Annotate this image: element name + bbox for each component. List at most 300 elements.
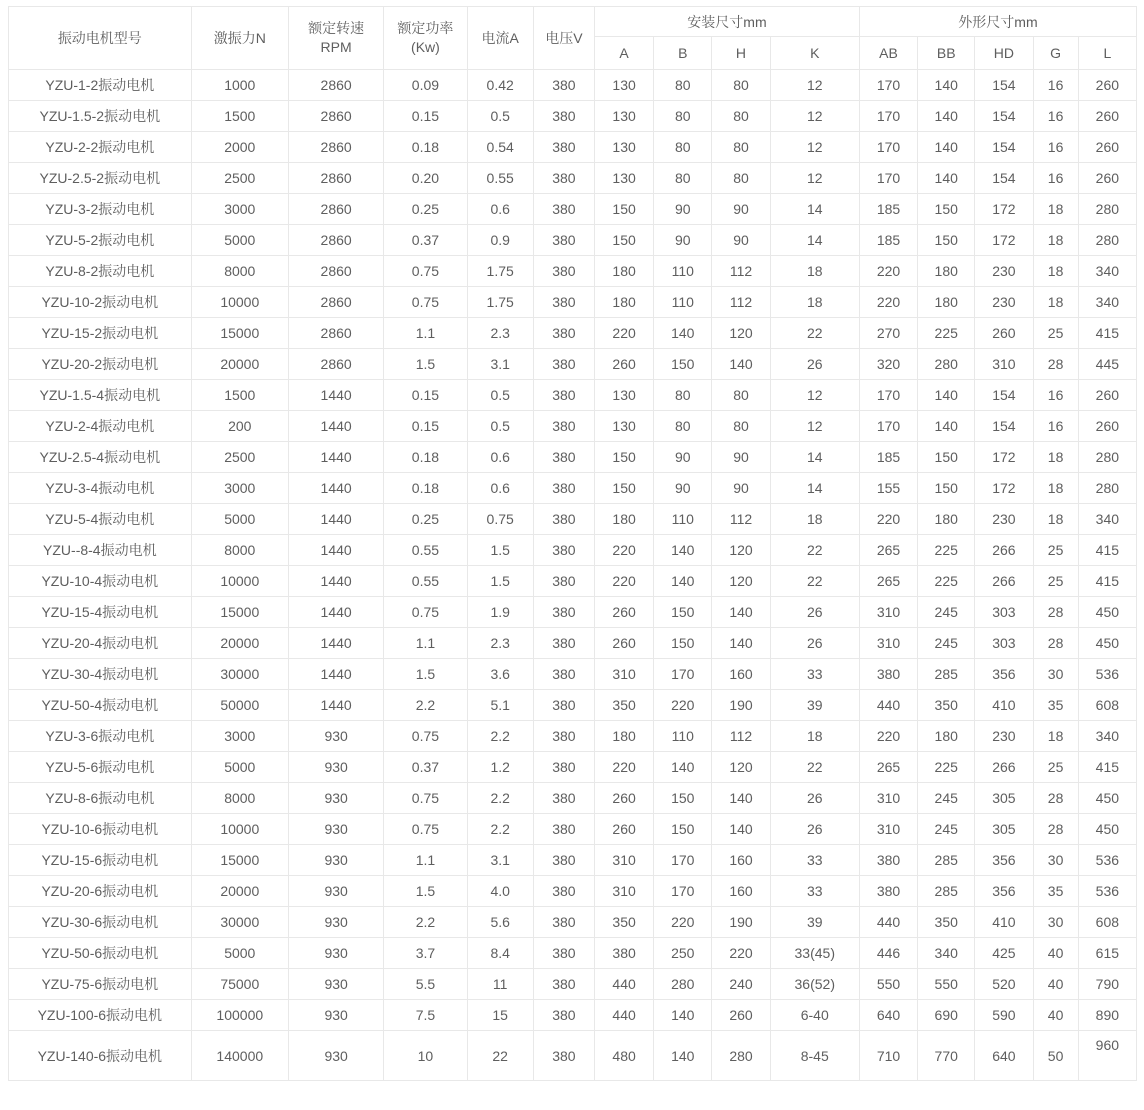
cell-value: 225 bbox=[918, 318, 975, 349]
cell-value: 280 bbox=[654, 969, 712, 1000]
cell-value: 310 bbox=[859, 783, 917, 814]
cell-value: 120 bbox=[712, 752, 770, 783]
cell-value: 170 bbox=[654, 845, 712, 876]
cell-value: 356 bbox=[975, 876, 1033, 907]
cell-value: 140 bbox=[918, 411, 975, 442]
cell-value: 150 bbox=[918, 442, 975, 473]
cell-value: 266 bbox=[975, 566, 1033, 597]
cell-value: 8000 bbox=[191, 535, 288, 566]
cell-value: 26 bbox=[770, 783, 859, 814]
cell-value: 12 bbox=[770, 163, 859, 194]
cell-value: 380 bbox=[533, 969, 594, 1000]
cell-value: 266 bbox=[975, 752, 1033, 783]
cell-value: 450 bbox=[1078, 597, 1136, 628]
cell-value: 380 bbox=[533, 504, 594, 535]
cell-value: 640 bbox=[975, 1031, 1033, 1081]
cell-value: 10 bbox=[384, 1031, 467, 1081]
table-row bbox=[9, 1000, 1137, 1031]
cell-value: 930 bbox=[288, 783, 383, 814]
cell-model: YZU-2.5-4振动电机 bbox=[9, 442, 192, 473]
cell-value: 380 bbox=[533, 70, 594, 101]
cell-value: 350 bbox=[594, 907, 653, 938]
cell-value: 0.25 bbox=[384, 194, 467, 225]
cell-value: 170 bbox=[859, 380, 917, 411]
cell-value: 280 bbox=[1078, 194, 1136, 225]
cell-model: YZU-20-6振动电机 bbox=[9, 876, 192, 907]
cell-value: 180 bbox=[918, 287, 975, 318]
cell-value: 2500 bbox=[191, 442, 288, 473]
cell-value: 230 bbox=[975, 287, 1033, 318]
cell-value: 415 bbox=[1078, 535, 1136, 566]
cell-value: 1440 bbox=[288, 504, 383, 535]
table-row bbox=[9, 1031, 1137, 1081]
cell-value: 180 bbox=[594, 504, 653, 535]
cell-value: 28 bbox=[1033, 814, 1078, 845]
cell-value: 930 bbox=[288, 1031, 383, 1081]
cell-value: 640 bbox=[859, 1000, 917, 1031]
cell-value: 1.1 bbox=[384, 318, 467, 349]
cell-value: 16 bbox=[1033, 380, 1078, 411]
cell-value: 380 bbox=[533, 442, 594, 473]
cell-value: 615 bbox=[1078, 938, 1136, 969]
cell-value: 930 bbox=[288, 938, 383, 969]
cell-value: 180 bbox=[918, 721, 975, 752]
cell-value: 0.5 bbox=[467, 101, 533, 132]
cell-value: 445 bbox=[1078, 349, 1136, 380]
cell-value: 140000 bbox=[191, 1031, 288, 1081]
table-row bbox=[9, 721, 1137, 752]
cell-value: 14 bbox=[770, 442, 859, 473]
cell-value: 120 bbox=[712, 566, 770, 597]
cell-model: YZU-10-4振动电机 bbox=[9, 566, 192, 597]
cell-value: 15000 bbox=[191, 597, 288, 628]
cell-value: 5000 bbox=[191, 225, 288, 256]
cell-value: 265 bbox=[859, 752, 917, 783]
cell-value: 172 bbox=[975, 194, 1033, 225]
cell-value: 280 bbox=[918, 349, 975, 380]
cell-value: 1.5 bbox=[467, 566, 533, 597]
cell-value: 220 bbox=[859, 256, 917, 287]
cell-value: 3.6 bbox=[467, 659, 533, 690]
cell-value: 240 bbox=[712, 969, 770, 1000]
cell-value: 285 bbox=[918, 876, 975, 907]
cell-value: 28 bbox=[1033, 349, 1078, 380]
cell-value: 140 bbox=[712, 628, 770, 659]
cell-value: 11 bbox=[467, 969, 533, 1000]
cell-value: 110 bbox=[654, 721, 712, 752]
cell-value: 0.5 bbox=[467, 411, 533, 442]
cell-value: 305 bbox=[975, 814, 1033, 845]
cell-value: 260 bbox=[594, 628, 653, 659]
cell-value: 536 bbox=[1078, 876, 1136, 907]
cell-model: YZU-10-6振动电机 bbox=[9, 814, 192, 845]
cell-value: 260 bbox=[594, 597, 653, 628]
cell-value: 220 bbox=[654, 690, 712, 721]
table-row bbox=[9, 845, 1137, 876]
cell-value: 14 bbox=[770, 473, 859, 504]
cell-model: YZU-15-2振动电机 bbox=[9, 318, 192, 349]
cell-value: 0.9 bbox=[467, 225, 533, 256]
cell-value: 2860 bbox=[288, 132, 383, 163]
table-row bbox=[9, 566, 1137, 597]
cell-model: YZU-1.5-2振动电机 bbox=[9, 101, 192, 132]
cell-value: 380 bbox=[533, 659, 594, 690]
cell-value: 380 bbox=[533, 256, 594, 287]
cell-value: 0.18 bbox=[384, 473, 467, 504]
cell-value: 10000 bbox=[191, 287, 288, 318]
cell-value: 220 bbox=[594, 535, 653, 566]
cell-model: YZU-3-6振动电机 bbox=[9, 721, 192, 752]
cell-value: 33 bbox=[770, 659, 859, 690]
cell-value: 1440 bbox=[288, 690, 383, 721]
cell-value: 25 bbox=[1033, 566, 1078, 597]
table-row bbox=[9, 535, 1137, 566]
cell-value: 266 bbox=[975, 535, 1033, 566]
cell-value: 28 bbox=[1033, 597, 1078, 628]
cell-value: 225 bbox=[918, 535, 975, 566]
cell-value: 410 bbox=[975, 907, 1033, 938]
header-model: 振动电机型号 bbox=[9, 7, 192, 70]
cell-value: 40 bbox=[1033, 969, 1078, 1000]
cell-value: 50000 bbox=[191, 690, 288, 721]
cell-value: 260 bbox=[594, 814, 653, 845]
cell-value: 930 bbox=[288, 1000, 383, 1031]
cell-value: 170 bbox=[859, 163, 917, 194]
cell-value: 303 bbox=[975, 628, 1033, 659]
cell-value: 150 bbox=[594, 225, 653, 256]
cell-value: 2.2 bbox=[467, 721, 533, 752]
cell-model: YZU-75-6振动电机 bbox=[9, 969, 192, 1000]
cell-value: 185 bbox=[859, 442, 917, 473]
cell-value: 2.2 bbox=[384, 907, 467, 938]
cell-value: 180 bbox=[918, 256, 975, 287]
cell-value: 1500 bbox=[191, 380, 288, 411]
cell-value: 450 bbox=[1078, 628, 1136, 659]
cell-value: 140 bbox=[712, 597, 770, 628]
cell-model: YZU--8-4振动电机 bbox=[9, 535, 192, 566]
cell-value: 380 bbox=[533, 1000, 594, 1031]
cell-value: 120 bbox=[712, 318, 770, 349]
cell-value: 440 bbox=[859, 907, 917, 938]
cell-value: 112 bbox=[712, 721, 770, 752]
cell-value: 20000 bbox=[191, 876, 288, 907]
cell-value: 6-40 bbox=[770, 1000, 859, 1031]
cell-value: 28 bbox=[1033, 783, 1078, 814]
cell-value: 130 bbox=[594, 380, 653, 411]
cell-value: 310 bbox=[975, 349, 1033, 380]
cell-value: 90 bbox=[654, 473, 712, 504]
cell-value: 170 bbox=[654, 876, 712, 907]
cell-value: 1440 bbox=[288, 473, 383, 504]
cell-value: 1000 bbox=[191, 70, 288, 101]
cell-value: 172 bbox=[975, 473, 1033, 504]
cell-value: 22 bbox=[770, 566, 859, 597]
cell-model: YZU-100-6振动电机 bbox=[9, 1000, 192, 1031]
header-rpm bbox=[288, 7, 383, 70]
cell-value: 1.9 bbox=[467, 597, 533, 628]
cell-value: 305 bbox=[975, 783, 1033, 814]
table-row bbox=[9, 690, 1137, 721]
header-outline-group: 外形尺寸mm bbox=[859, 7, 1136, 37]
cell-model: YZU-8-2振动电机 bbox=[9, 256, 192, 287]
cell-value: 155 bbox=[859, 473, 917, 504]
table-row bbox=[9, 442, 1137, 473]
cell-value: 140 bbox=[918, 70, 975, 101]
cell-value: 5000 bbox=[191, 504, 288, 535]
cell-model: YZU-30-6振动电机 bbox=[9, 907, 192, 938]
cell-value: 930 bbox=[288, 752, 383, 783]
cell-value: 310 bbox=[859, 814, 917, 845]
cell-value: 12 bbox=[770, 101, 859, 132]
cell-value: 1440 bbox=[288, 628, 383, 659]
cell-value: 140 bbox=[712, 349, 770, 380]
cell-value: 380 bbox=[533, 690, 594, 721]
cell-value: 28 bbox=[1033, 628, 1078, 659]
cell-model: YZU-15-6振动电机 bbox=[9, 845, 192, 876]
cell-value: 0.15 bbox=[384, 380, 467, 411]
cell-value: 40 bbox=[1033, 938, 1078, 969]
cell-value: 220 bbox=[654, 907, 712, 938]
cell-value: 0.37 bbox=[384, 752, 467, 783]
cell-value: 260 bbox=[1078, 132, 1136, 163]
cell-value: 140 bbox=[654, 566, 712, 597]
cell-value: 245 bbox=[918, 628, 975, 659]
cell-value: 130 bbox=[594, 70, 653, 101]
cell-model: YZU-15-4振动电机 bbox=[9, 597, 192, 628]
cell-value: 690 bbox=[918, 1000, 975, 1031]
cell-value: 260 bbox=[594, 783, 653, 814]
cell-value: 280 bbox=[1078, 225, 1136, 256]
table-row bbox=[9, 318, 1137, 349]
cell-value: 380 bbox=[533, 349, 594, 380]
cell-value: 130 bbox=[594, 101, 653, 132]
cell-value: 39 bbox=[770, 907, 859, 938]
cell-value: 16 bbox=[1033, 411, 1078, 442]
cell-value: 12 bbox=[770, 380, 859, 411]
cell-value: 14 bbox=[770, 225, 859, 256]
cell-value: 380 bbox=[533, 1031, 594, 1081]
cell-value: 380 bbox=[859, 845, 917, 876]
cell-value: 80 bbox=[712, 70, 770, 101]
cell-value: 260 bbox=[594, 349, 653, 380]
cell-value: 26 bbox=[770, 349, 859, 380]
cell-value: 380 bbox=[533, 225, 594, 256]
cell-value: 380 bbox=[533, 380, 594, 411]
cell-value: 150 bbox=[918, 194, 975, 225]
cell-value: 16 bbox=[1033, 132, 1078, 163]
cell-model: YZU-3-4振动电机 bbox=[9, 473, 192, 504]
cell-value: 22 bbox=[770, 535, 859, 566]
table-row bbox=[9, 256, 1137, 287]
cell-value: 2860 bbox=[288, 349, 383, 380]
cell-value: 18 bbox=[770, 721, 859, 752]
cell-value: 150 bbox=[594, 473, 653, 504]
cell-value: 380 bbox=[859, 876, 917, 907]
header-group-row bbox=[9, 7, 1137, 37]
header-col-ab: AB bbox=[859, 37, 917, 70]
cell-value: 2860 bbox=[288, 287, 383, 318]
table-row bbox=[9, 752, 1137, 783]
cell-value: 1440 bbox=[288, 411, 383, 442]
cell-value: 280 bbox=[1078, 442, 1136, 473]
cell-value: 0.5 bbox=[467, 380, 533, 411]
cell-value: 440 bbox=[594, 969, 653, 1000]
cell-value: 150 bbox=[918, 225, 975, 256]
cell-value: 140 bbox=[654, 535, 712, 566]
cell-value: 50 bbox=[1033, 1031, 1078, 1081]
cell-value: 172 bbox=[975, 225, 1033, 256]
cell-value: 30 bbox=[1033, 659, 1078, 690]
header-power bbox=[384, 7, 467, 70]
cell-value: 80 bbox=[712, 163, 770, 194]
cell-value: 35 bbox=[1033, 876, 1078, 907]
cell-value: 220 bbox=[594, 566, 653, 597]
cell-value: 340 bbox=[1078, 287, 1136, 318]
cell-value: 90 bbox=[712, 473, 770, 504]
cell-value: 590 bbox=[975, 1000, 1033, 1031]
cell-value: 380 bbox=[533, 566, 594, 597]
cell-value: 260 bbox=[1078, 163, 1136, 194]
cell-value: 180 bbox=[594, 721, 653, 752]
cell-value: 0.37 bbox=[384, 225, 467, 256]
cell-value: 3.7 bbox=[384, 938, 467, 969]
cell-value: 380 bbox=[533, 752, 594, 783]
cell-value: 110 bbox=[654, 504, 712, 535]
cell-value: 3.1 bbox=[467, 349, 533, 380]
cell-value: 2500 bbox=[191, 163, 288, 194]
cell-value: 170 bbox=[859, 70, 917, 101]
cell-value: 380 bbox=[533, 628, 594, 659]
table-row bbox=[9, 101, 1137, 132]
cell-model: YZU-1-2振动电机 bbox=[9, 70, 192, 101]
cell-model: YZU-50-4振动电机 bbox=[9, 690, 192, 721]
cell-value: 33 bbox=[770, 876, 859, 907]
cell-value: 80 bbox=[654, 411, 712, 442]
cell-model: YZU-20-2振动电机 bbox=[9, 349, 192, 380]
cell-value: 140 bbox=[712, 783, 770, 814]
cell-value: 450 bbox=[1078, 783, 1136, 814]
cell-value: 160 bbox=[712, 659, 770, 690]
cell-value: 150 bbox=[594, 442, 653, 473]
cell-value: 270 bbox=[859, 318, 917, 349]
header-col-b: B bbox=[654, 37, 712, 70]
cell-model: YZU-140-6振动电机 bbox=[9, 1031, 192, 1081]
cell-value: 425 bbox=[975, 938, 1033, 969]
cell-value: 0.6 bbox=[467, 473, 533, 504]
cell-value: 340 bbox=[1078, 256, 1136, 287]
cell-value: 1.1 bbox=[384, 628, 467, 659]
cell-value: 260 bbox=[1078, 380, 1136, 411]
cell-value: 0.18 bbox=[384, 132, 467, 163]
cell-value: 340 bbox=[918, 938, 975, 969]
cell-value: 25 bbox=[1033, 318, 1078, 349]
cell-value: 0.18 bbox=[384, 442, 467, 473]
cell-value: 18 bbox=[1033, 504, 1078, 535]
cell-value: 90 bbox=[712, 225, 770, 256]
cell-value: 22 bbox=[770, 752, 859, 783]
cell-value: 154 bbox=[975, 380, 1033, 411]
cell-value: 0.75 bbox=[384, 814, 467, 845]
header-power-line1: 额定功率 bbox=[397, 20, 454, 36]
header-force: 激振力N bbox=[191, 7, 288, 70]
cell-value: 80 bbox=[712, 411, 770, 442]
table-row bbox=[9, 380, 1137, 411]
cell-value: 225 bbox=[918, 752, 975, 783]
cell-value: 380 bbox=[533, 814, 594, 845]
cell-value: 185 bbox=[859, 225, 917, 256]
cell-value: 380 bbox=[533, 473, 594, 504]
cell-value: 150 bbox=[918, 473, 975, 504]
cell-value: 930 bbox=[288, 814, 383, 845]
cell-value: 1.5 bbox=[384, 659, 467, 690]
cell-value: 380 bbox=[533, 783, 594, 814]
cell-value: 303 bbox=[975, 597, 1033, 628]
cell-value: 80 bbox=[712, 101, 770, 132]
header-col-k: K bbox=[770, 37, 859, 70]
cell-value: 0.75 bbox=[384, 597, 467, 628]
cell-value: 380 bbox=[533, 287, 594, 318]
cell-value: 172 bbox=[975, 442, 1033, 473]
cell-value: 1.5 bbox=[384, 876, 467, 907]
cell-value: 245 bbox=[918, 814, 975, 845]
table-row bbox=[9, 907, 1137, 938]
cell-value: 930 bbox=[288, 907, 383, 938]
cell-value: 30 bbox=[1033, 907, 1078, 938]
cell-value: 180 bbox=[918, 504, 975, 535]
cell-value: 36(52) bbox=[770, 969, 859, 1000]
cell-value: 200 bbox=[191, 411, 288, 442]
cell-value: 220 bbox=[594, 318, 653, 349]
cell-value: 1440 bbox=[288, 566, 383, 597]
cell-value: 16 bbox=[1033, 70, 1078, 101]
cell-value: 39 bbox=[770, 690, 859, 721]
cell-value: 380 bbox=[533, 411, 594, 442]
cell-value: 450 bbox=[1078, 814, 1136, 845]
cell-value: 90 bbox=[712, 442, 770, 473]
cell-value: 18 bbox=[1033, 721, 1078, 752]
cell-value: 380 bbox=[533, 845, 594, 876]
cell-value: 536 bbox=[1078, 845, 1136, 876]
cell-value: 350 bbox=[918, 907, 975, 938]
cell-value: 0.09 bbox=[384, 70, 467, 101]
cell-model: YZU-5-4振动电机 bbox=[9, 504, 192, 535]
cell-value: 18 bbox=[1033, 194, 1078, 225]
cell-model: YZU-30-4振动电机 bbox=[9, 659, 192, 690]
table-row bbox=[9, 659, 1137, 690]
cell-value: 16 bbox=[1033, 101, 1078, 132]
cell-value: 260 bbox=[975, 318, 1033, 349]
cell-value: 154 bbox=[975, 411, 1033, 442]
cell-value: 154 bbox=[975, 70, 1033, 101]
cell-model: YZU-8-6振动电机 bbox=[9, 783, 192, 814]
cell-value: 230 bbox=[975, 504, 1033, 535]
cell-value: 930 bbox=[288, 721, 383, 752]
cell-value: 220 bbox=[712, 938, 770, 969]
cell-value: 340 bbox=[1078, 721, 1136, 752]
cell-value: 180 bbox=[594, 287, 653, 318]
cell-value: 230 bbox=[975, 721, 1033, 752]
cell-value: 5000 bbox=[191, 938, 288, 969]
cell-value: 33(45) bbox=[770, 938, 859, 969]
cell-value: 150 bbox=[594, 194, 653, 225]
cell-value: 2.2 bbox=[467, 814, 533, 845]
cell-value: 310 bbox=[594, 659, 653, 690]
cell-value: 245 bbox=[918, 597, 975, 628]
cell-value: 5000 bbox=[191, 752, 288, 783]
cell-value: 0.20 bbox=[384, 163, 467, 194]
cell-value: 1.75 bbox=[467, 287, 533, 318]
cell-value: 380 bbox=[859, 659, 917, 690]
